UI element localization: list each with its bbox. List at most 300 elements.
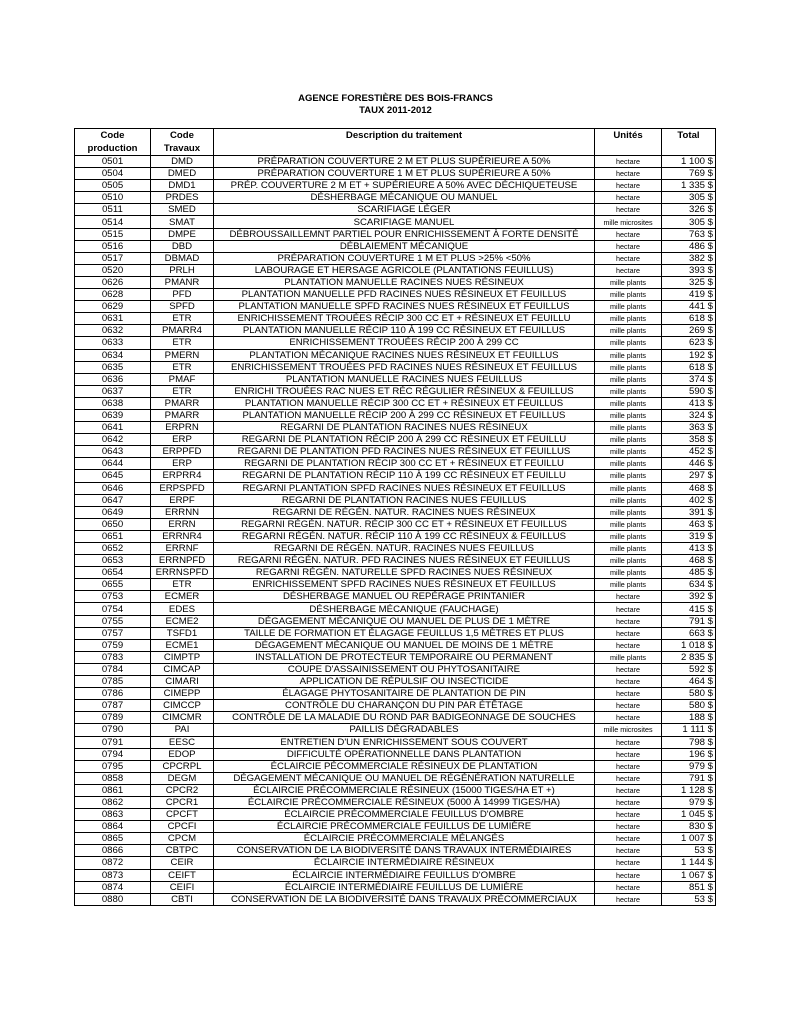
description-cell: ÉCLAIRCIE PRÉCOMMERCIALE FEUILLUS DE LUMIÈRE	[214, 821, 595, 833]
table-row	[75, 748, 716, 760]
unit-cell: hectare	[595, 845, 662, 857]
total-cell: 1 335 $	[662, 180, 716, 192]
code-production-cell: 0504	[75, 168, 151, 180]
total-cell: 305 $	[662, 216, 716, 228]
code-travaux-cell: CEIFI	[151, 881, 214, 893]
description-cell: PRÉPARATION COUVERTURE 2 M ET PLUS SUPÉRIEURE A 50%	[214, 156, 595, 168]
total-cell: 580 $	[662, 688, 716, 700]
page-subtitle: TAUX 2011-2012	[359, 105, 432, 116]
description-cell: ÉCLAIRCIE PRÉCOMMERCIALE MÉLANGÉS	[214, 833, 595, 845]
description-cell: ENRICHISSEMENT SPFD RACINES NUES RÉSINEUX ET FEUILLUS	[214, 579, 595, 591]
total-cell: 791 $	[662, 615, 716, 627]
unit-cell: hectare	[595, 784, 662, 796]
code-production-cell: 0634	[75, 349, 151, 361]
code-production-cell: 0517	[75, 252, 151, 264]
total-cell: 798 $	[662, 736, 716, 748]
description-cell: APPLICATION DE RÉPULSIF OU INSECTICIDE	[214, 676, 595, 688]
table-row	[75, 627, 716, 639]
unit-cell: hectare	[595, 264, 662, 276]
total-cell: 623 $	[662, 337, 716, 349]
unit-cell: mille plants	[595, 337, 662, 349]
unit-cell: mille plants	[595, 289, 662, 301]
total-cell: 592 $	[662, 663, 716, 675]
code-travaux-cell: PMERN	[151, 349, 214, 361]
code-travaux-cell: ERPRN	[151, 422, 214, 434]
unit-cell: mille plants	[595, 276, 662, 288]
unit-cell: mille plants	[595, 518, 662, 530]
table-row	[75, 349, 716, 361]
description-cell: DÉSHERBAGE MANUEL OU REPÉRAGE PRINTANIER	[214, 591, 595, 603]
code-production-cell: 0639	[75, 409, 151, 421]
code-travaux-cell: DMD	[151, 156, 214, 168]
unit-cell: hectare	[595, 252, 662, 264]
header-description: Description du traitement	[214, 129, 595, 156]
description-cell: DÉSHERBAGE MÉCANIQUE OU MANUEL	[214, 192, 595, 204]
total-cell: 468 $	[662, 555, 716, 567]
table-row	[75, 216, 716, 228]
total-cell: 763 $	[662, 228, 716, 240]
code-production-cell: 0653	[75, 555, 151, 567]
total-cell: 979 $	[662, 760, 716, 772]
table-row	[75, 591, 716, 603]
code-production-cell: 0873	[75, 869, 151, 881]
code-production-cell: 0520	[75, 264, 151, 276]
table-row	[75, 337, 716, 349]
code-production-cell: 0637	[75, 385, 151, 397]
unit-cell: hectare	[595, 772, 662, 784]
unit-cell: hectare	[595, 676, 662, 688]
description-cell: ENRICHI TROUÉES RAC NUES ET RÉC RÉGULIER RÉSINEUX & FEUILLUS	[214, 385, 595, 397]
description-cell: REGARNI DE RÉGÉN. NATUR. RACINES NUES RÉSINEUX	[214, 506, 595, 518]
total-cell: 663 $	[662, 627, 716, 639]
table-row	[75, 651, 716, 663]
code-production-cell: 0626	[75, 276, 151, 288]
code-travaux-cell: PAI	[151, 724, 214, 736]
description-cell: CONTRÔLE DU CHARANÇON DU PIN PAR ÉTÊTAGE	[214, 700, 595, 712]
code-travaux-cell: CEIFT	[151, 869, 214, 881]
code-travaux-cell: ECME2	[151, 615, 214, 627]
code-travaux-cell: ERRNR4	[151, 530, 214, 542]
description-cell: DÉBROUSSAILLEMNT PARTIEL POUR ENRICHISSEMENT À FORTE DENSITÉ	[214, 228, 595, 240]
unit-cell: mille plants	[595, 494, 662, 506]
total-cell: 319 $	[662, 530, 716, 542]
code-travaux-cell: PFD	[151, 289, 214, 301]
code-travaux-cell: ETR	[151, 385, 214, 397]
code-travaux-cell: PMARR	[151, 397, 214, 409]
unit-cell: hectare	[595, 857, 662, 869]
code-production-cell: 0629	[75, 301, 151, 313]
code-travaux-cell: ECMER	[151, 591, 214, 603]
code-production-cell: 0632	[75, 325, 151, 337]
total-cell: 830 $	[662, 821, 716, 833]
code-production-cell: 0628	[75, 289, 151, 301]
code-travaux-cell: CIMCCP	[151, 700, 214, 712]
code-travaux-cell: EDOP	[151, 748, 214, 760]
total-cell: 326 $	[662, 204, 716, 216]
code-travaux-cell: PMARR	[151, 409, 214, 421]
code-production-cell: 0790	[75, 724, 151, 736]
total-cell: 1 018 $	[662, 639, 716, 651]
table-row	[75, 639, 716, 651]
code-production-cell: 0650	[75, 518, 151, 530]
table-row	[75, 688, 716, 700]
total-cell: 1 144 $	[662, 857, 716, 869]
total-cell: 791 $	[662, 772, 716, 784]
code-travaux-cell: EESC	[151, 736, 214, 748]
code-travaux-cell: PRDES	[151, 192, 214, 204]
unit-cell: hectare	[595, 893, 662, 905]
table-row	[75, 760, 716, 772]
code-production-cell: 0510	[75, 192, 151, 204]
table-row	[75, 397, 716, 409]
table-row	[75, 168, 716, 180]
table-row	[75, 228, 716, 240]
unit-cell: hectare	[595, 700, 662, 712]
table-row	[75, 313, 716, 325]
table-row	[75, 240, 716, 252]
total-cell: 1 128 $	[662, 784, 716, 796]
table-row	[75, 857, 716, 869]
code-travaux-cell: TSFD1	[151, 627, 214, 639]
unit-cell: hectare	[595, 712, 662, 724]
description-cell: PLANTATION MANUELLE RÉCIP 110 À 199 CC RÉSINEUX ET FEUILLUS	[214, 325, 595, 337]
description-cell: ÉCLAIRCIE PRÉCOMMERCIALE RÉSINEUX (5000 À 14999 TIGES/HA)	[214, 796, 595, 808]
code-travaux-cell: ETR	[151, 579, 214, 591]
description-cell: ENRICHISSEMENT TROUÉES RÉCIP 300 CC ET + RÉSINEUX ET FEUILLU	[214, 313, 595, 325]
table-row	[75, 881, 716, 893]
description-cell: PLANTATION MANUELLE RACINES NUES RÉSINEUX	[214, 276, 595, 288]
total-cell: 419 $	[662, 289, 716, 301]
description-cell: PLANTATION MANUELLE RÉCIP 300 CC ET + RÉSINEUX ET FEUILLUS	[214, 397, 595, 409]
code-production-cell: 0786	[75, 688, 151, 700]
total-cell: 269 $	[662, 325, 716, 337]
code-travaux-cell: ETR	[151, 337, 214, 349]
description-cell: ÉCLAIRCIE PRÉCOMMERCIALE FEUILLUS D'OMBRE	[214, 809, 595, 821]
unit-cell: hectare	[595, 204, 662, 216]
unit-cell: hectare	[595, 688, 662, 700]
description-cell: DÉSHERBAGE MÉCANIQUE (FAUCHAGE)	[214, 603, 595, 615]
total-cell: 415 $	[662, 603, 716, 615]
total-cell: 618 $	[662, 313, 716, 325]
code-production-cell: 0645	[75, 470, 151, 482]
table-row	[75, 385, 716, 397]
unit-cell: mille plants	[595, 470, 662, 482]
description-cell: REGARNI RÉGÉN. NATUR. RÉCIP 110 À 199 CC RÉSINEUX & FEUILLUS	[214, 530, 595, 542]
unit-cell: hectare	[595, 228, 662, 240]
description-cell: DIFFICULTÉ OPÉRATIONNELLE DANS PLANTATION	[214, 748, 595, 760]
table-row	[75, 192, 716, 204]
description-cell: ÉCLAIRCIE INTERMÉDIAIRE RÉSINEUX	[214, 857, 595, 869]
table-row	[75, 276, 716, 288]
header-unites: Unités	[595, 129, 662, 156]
table-row	[75, 518, 716, 530]
code-travaux-cell: ERRNSPFD	[151, 567, 214, 579]
total-cell: 590 $	[662, 385, 716, 397]
total-cell: 1 067 $	[662, 869, 716, 881]
table-header-row	[75, 129, 716, 156]
code-travaux-cell: ERP	[151, 434, 214, 446]
code-travaux-cell: ERRN	[151, 518, 214, 530]
description-cell: REGARNI RÉGÉN. NATUR. RÉCIP 300 CC ET + RÉSINEUX ET FEUILLUS	[214, 518, 595, 530]
table-row	[75, 893, 716, 905]
table-row	[75, 373, 716, 385]
unit-cell: mille plants	[595, 530, 662, 542]
total-cell: 464 $	[662, 676, 716, 688]
total-cell: 192 $	[662, 349, 716, 361]
code-travaux-cell: DBMAD	[151, 252, 214, 264]
code-travaux-cell: ERP	[151, 458, 214, 470]
code-production-cell: 0864	[75, 821, 151, 833]
code-production-cell: 0754	[75, 603, 151, 615]
unit-cell: hectare	[595, 156, 662, 168]
code-travaux-cell: PMAF	[151, 373, 214, 385]
description-cell: PLANTATION MANUELLE PFD RACINES NUES RÉSINEUX ET FEUILLUS	[214, 289, 595, 301]
unit-cell: hectare	[595, 821, 662, 833]
table-row	[75, 736, 716, 748]
total-cell: 634 $	[662, 579, 716, 591]
code-travaux-cell: CBTPC	[151, 845, 214, 857]
description-cell: DÉGAGEMENT MÉCANIQUE OU MANUEL DE MOINS DE 1 MÈTRE	[214, 639, 595, 651]
total-cell: 413 $	[662, 543, 716, 555]
code-production-cell: 0647	[75, 494, 151, 506]
unit-cell: mille microsites	[595, 216, 662, 228]
total-cell: 53 $	[662, 845, 716, 857]
code-production-cell: 0514	[75, 216, 151, 228]
description-cell: REGARNI DE PLANTATION RACINES NUES RÉSINEUX	[214, 422, 595, 434]
description-cell: ENRICHISSEMENT TROUÉES PFD RACINES NUES RÉSINEUX ET FEUILLUS	[214, 361, 595, 373]
code-travaux-cell: CIMCAP	[151, 663, 214, 675]
table-row	[75, 301, 716, 313]
unit-cell: mille plants	[595, 446, 662, 458]
header-code-production: Code production	[75, 129, 151, 156]
code-production-cell: 0646	[75, 482, 151, 494]
table-row	[75, 180, 716, 192]
total-cell: 413 $	[662, 397, 716, 409]
description-cell: ÉCLAIRCIE PRÉCOMMERCIALE RÉSINEUX (15000 TIGES/HA ET +)	[214, 784, 595, 796]
unit-cell: mille plants	[595, 361, 662, 373]
description-cell: DÉBLAIEMENT MÉCANIQUE	[214, 240, 595, 252]
total-cell: 324 $	[662, 409, 716, 421]
table-row	[75, 809, 716, 821]
code-production-cell: 0783	[75, 651, 151, 663]
code-production-cell: 0784	[75, 663, 151, 675]
total-cell: 358 $	[662, 434, 716, 446]
total-cell: 485 $	[662, 567, 716, 579]
unit-cell: mille plants	[595, 373, 662, 385]
description-cell: REGARNI DE RÉGÉN. NATUR. RACINES NUES FEUILLUS	[214, 543, 595, 555]
total-cell: 441 $	[662, 301, 716, 313]
table-row	[75, 482, 716, 494]
description-cell: CONSERVATION DE LA BIODIVERSITÉ DANS TRAVAUX INTERMÉDIAIRES	[214, 845, 595, 857]
description-cell: SCARIFIAGE LÉGER	[214, 204, 595, 216]
total-cell: 1 111 $	[662, 724, 716, 736]
code-travaux-cell: DMED	[151, 168, 214, 180]
total-cell: 363 $	[662, 422, 716, 434]
description-cell: REGARNI RÉGÉN. NATUR. PFD RACINES NUES RÉSINEUX ET FEUILLUS	[214, 555, 595, 567]
code-production-cell: 0515	[75, 228, 151, 240]
code-production-cell: 0759	[75, 639, 151, 651]
code-production-cell: 0652	[75, 543, 151, 555]
description-cell: PRÉPARATION COUVERTURE 1 M ET PLUS SUPÉRIEURE A 50%	[214, 168, 595, 180]
code-travaux-cell: ETR	[151, 361, 214, 373]
description-cell: ÉLAGAGE PHYTOSANITAIRE DE PLANTATION DE PIN	[214, 688, 595, 700]
code-production-cell: 0862	[75, 796, 151, 808]
unit-cell: mille plants	[595, 482, 662, 494]
table-row	[75, 845, 716, 857]
unit-cell: hectare	[595, 748, 662, 760]
table-row	[75, 458, 716, 470]
unit-cell: hectare	[595, 192, 662, 204]
code-travaux-cell: CPCFI	[151, 821, 214, 833]
code-production-cell: 0636	[75, 373, 151, 385]
unit-cell: hectare	[595, 180, 662, 192]
unit-cell: hectare	[595, 639, 662, 651]
code-production-cell: 0638	[75, 397, 151, 409]
table-row	[75, 470, 716, 482]
unit-cell: mille plants	[595, 567, 662, 579]
table-row	[75, 796, 716, 808]
table-row	[75, 603, 716, 615]
unit-cell: mille plants	[595, 434, 662, 446]
description-cell: TAILLE DE FORMATION ET ÉLAGAGE FEUILLUS 1,5 MÈTRES ET PLUS	[214, 627, 595, 639]
code-production-cell: 0654	[75, 567, 151, 579]
unit-cell: hectare	[595, 627, 662, 639]
table-row	[75, 156, 716, 168]
code-travaux-cell: CIMEPP	[151, 688, 214, 700]
code-travaux-cell: ERRNN	[151, 506, 214, 518]
total-cell: 188 $	[662, 712, 716, 724]
total-cell: 402 $	[662, 494, 716, 506]
code-travaux-cell: SMED	[151, 204, 214, 216]
description-cell: DÉGAGEMENT MÉCANIQUE OU MANUEL DE RÉGÉNÉRATION NATURELLE	[214, 772, 595, 784]
total-cell: 2 835 $	[662, 651, 716, 663]
code-travaux-cell: EDES	[151, 603, 214, 615]
code-travaux-cell: CPCR2	[151, 784, 214, 796]
code-production-cell: 0791	[75, 736, 151, 748]
table-row	[75, 579, 716, 591]
code-travaux-cell: CIMARI	[151, 676, 214, 688]
code-production-cell: 0785	[75, 676, 151, 688]
description-cell: ÉCLAIRCIE INTERMÉDIAIRE FEUILLUS D'OMBRE	[214, 869, 595, 881]
code-travaux-cell: ETR	[151, 313, 214, 325]
unit-cell: mille plants	[595, 349, 662, 361]
code-production-cell: 0865	[75, 833, 151, 845]
description-cell: SCARIFIAGE MANUEL	[214, 216, 595, 228]
table-body	[75, 156, 716, 906]
table-row	[75, 821, 716, 833]
description-cell: PRÉPARATION COUVERTURE 1 M ET PLUS >25% <50%	[214, 252, 595, 264]
unit-cell: hectare	[595, 615, 662, 627]
total-cell: 374 $	[662, 373, 716, 385]
table-row	[75, 555, 716, 567]
total-cell: 1 045 $	[662, 809, 716, 821]
table-row	[75, 204, 716, 216]
total-cell: 297 $	[662, 470, 716, 482]
code-production-cell: 0655	[75, 579, 151, 591]
code-production-cell: 0880	[75, 893, 151, 905]
code-production-cell: 0858	[75, 772, 151, 784]
code-production-cell: 0649	[75, 506, 151, 518]
description-cell: INSTALLATION DE PROTECTEUR TEMPORAIRE OU PERMANENT	[214, 651, 595, 663]
description-cell: ÉCLAIRCIE INTERMÉDIAIRE FEUILLUS DE LUMIÈRE	[214, 881, 595, 893]
code-production-cell: 0795	[75, 760, 151, 772]
table-row	[75, 289, 716, 301]
code-travaux-cell: SPFD	[151, 301, 214, 313]
table-row	[75, 712, 716, 724]
description-cell: ENRICHISSEMENT TROUÉES RÉCIP 200 À 299 CC	[214, 337, 595, 349]
total-cell: 392 $	[662, 591, 716, 603]
total-cell: 486 $	[662, 240, 716, 252]
code-travaux-cell: DBD	[151, 240, 214, 252]
description-cell: REGARNI RÉGÉN. NATURELLE SPFD RACINES NUES RÉSINEUX	[214, 567, 595, 579]
table-row	[75, 567, 716, 579]
code-travaux-cell: ERPRR4	[151, 470, 214, 482]
unit-cell: hectare	[595, 591, 662, 603]
table-row	[75, 615, 716, 627]
code-production-cell: 0866	[75, 845, 151, 857]
total-cell: 196 $	[662, 748, 716, 760]
description-cell: PLANTATION MÉCANIQUE RACINES NUES RÉSINEUX ET FEUILLUS	[214, 349, 595, 361]
unit-cell: mille plants	[595, 506, 662, 518]
code-travaux-cell: DMPE	[151, 228, 214, 240]
total-cell: 53 $	[662, 893, 716, 905]
total-cell: 393 $	[662, 264, 716, 276]
unit-cell: mille plants	[595, 579, 662, 591]
table-row	[75, 833, 716, 845]
code-production-cell: 0643	[75, 446, 151, 458]
description-cell: PLANTATION MANUELLE RACINES NUES FEUILLUS	[214, 373, 595, 385]
total-cell: 325 $	[662, 276, 716, 288]
unit-cell: mille plants	[595, 385, 662, 397]
unit-cell: mille plants	[595, 301, 662, 313]
unit-cell: mille plants	[595, 397, 662, 409]
unit-cell: hectare	[595, 809, 662, 821]
page-title: AGENCE FORESTIÈRE DES BOIS-FRANCS	[298, 93, 493, 104]
code-travaux-cell: ERPPFD	[151, 446, 214, 458]
code-production-cell: 0511	[75, 204, 151, 216]
description-cell: LABOURAGE ET HERSAGE AGRICOLE (PLANTATIONS FEUILLUS)	[214, 264, 595, 276]
code-production-cell: 0644	[75, 458, 151, 470]
code-production-cell: 0753	[75, 591, 151, 603]
code-travaux-cell: CIMCMR	[151, 712, 214, 724]
description-cell: CONSERVATION DE LA BIODIVERSITÉ DANS TRAVAUX PRÉCOMMERCIAUX	[214, 893, 595, 905]
unit-cell: hectare	[595, 881, 662, 893]
table-row	[75, 434, 716, 446]
code-travaux-cell: CPCM	[151, 833, 214, 845]
code-production-cell: 0516	[75, 240, 151, 252]
table-row	[75, 422, 716, 434]
table-row	[75, 869, 716, 881]
unit-cell: hectare	[595, 736, 662, 748]
description-cell: PLANTATION MANUELLE SPFD RACINES NUES RÉSINEUX ET FEUILLUS	[214, 301, 595, 313]
table-row	[75, 409, 716, 421]
description-cell: PAILLIS DÉGRADABLES	[214, 724, 595, 736]
table-row	[75, 676, 716, 688]
unit-cell: mille plants	[595, 325, 662, 337]
unit-cell: hectare	[595, 240, 662, 252]
total-cell: 769 $	[662, 168, 716, 180]
unit-cell: hectare	[595, 869, 662, 881]
unit-cell: mille plants	[595, 422, 662, 434]
code-production-cell: 0631	[75, 313, 151, 325]
description-cell: PRÉP. COUVERTURE 2 M ET + SUPÉRIEURE A 50% AVEC DÉCHIQUETEUSE	[214, 180, 595, 192]
table-row	[75, 361, 716, 373]
table-row	[75, 506, 716, 518]
code-travaux-cell: PRLH	[151, 264, 214, 276]
table-row	[75, 772, 716, 784]
code-production-cell: 0505	[75, 180, 151, 192]
total-cell: 446 $	[662, 458, 716, 470]
